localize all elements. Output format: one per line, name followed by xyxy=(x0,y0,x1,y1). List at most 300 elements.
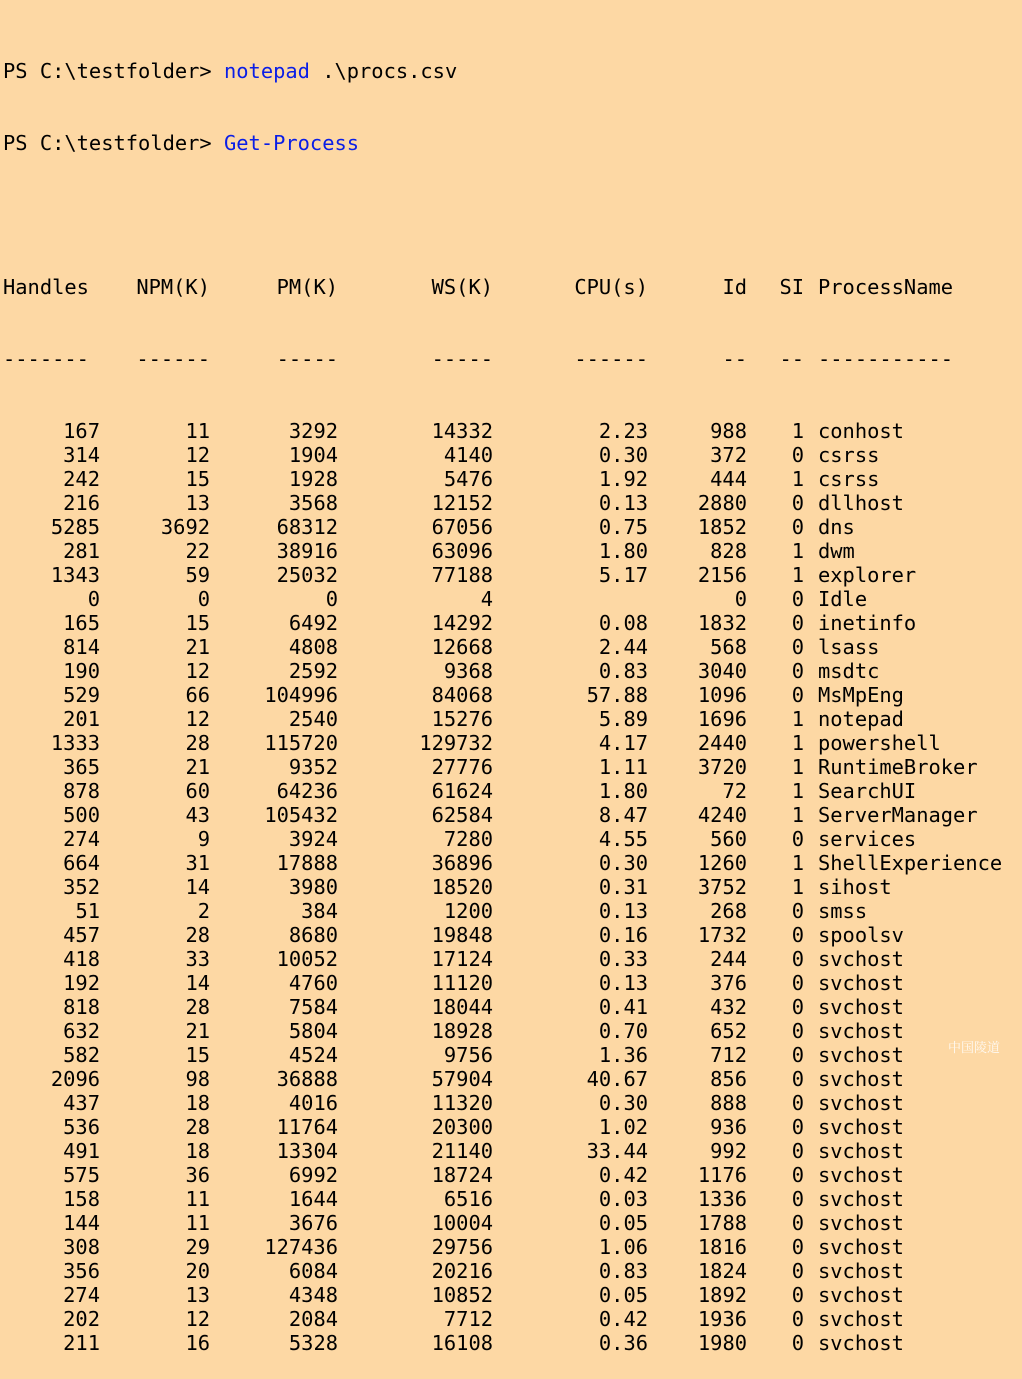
table-row xyxy=(3,1043,1002,1067)
cell-cpu: 1.36 xyxy=(598,1043,648,1067)
cell-handles: 202 xyxy=(63,1307,100,1331)
cell-handles: 167 xyxy=(63,419,100,443)
cell-processname: dwm xyxy=(818,539,855,563)
table-row xyxy=(3,923,1002,947)
cell-ws: 9756 xyxy=(443,1043,493,1067)
cell-processname: inetinfo xyxy=(818,611,917,635)
cell-npm: 21 xyxy=(185,635,210,659)
table-row xyxy=(3,1115,1002,1139)
cell-ws: 57904 xyxy=(431,1067,493,1091)
cell-pm: 17888 xyxy=(276,851,338,875)
cell-si: 0 xyxy=(791,1187,804,1211)
cell-handles: 144 xyxy=(63,1211,100,1235)
table-header-underline xyxy=(3,347,1002,371)
cell-id: 268 xyxy=(710,899,747,923)
table-row xyxy=(3,1211,1002,1235)
command-name: Get-Process xyxy=(223,131,360,155)
cell-si: 1 xyxy=(791,707,804,731)
cell-processname: ServerManager xyxy=(818,803,978,827)
cell-ws: 17124 xyxy=(431,947,493,971)
cell-npm: 22 xyxy=(185,539,210,563)
cell-si: 0 xyxy=(791,995,804,1019)
cell-si: 0 xyxy=(791,1043,804,1067)
cell-id: 1696 xyxy=(697,707,747,731)
cell-npm: 14 xyxy=(185,971,210,995)
cell-cpu: 0.41 xyxy=(598,995,648,1019)
cell-npm: 36 xyxy=(185,1163,210,1187)
cell-handles: 5285 xyxy=(50,515,100,539)
cell-ws: 61624 xyxy=(431,779,493,803)
cell-cpu: 8.47 xyxy=(598,803,648,827)
table-row xyxy=(3,827,1002,851)
cell-handles: 281 xyxy=(63,539,100,563)
table-row xyxy=(3,563,1002,587)
cell-si: 0 xyxy=(791,1211,804,1235)
table-row xyxy=(3,635,1002,659)
prompt-line xyxy=(3,59,1002,83)
cell-npm: 0 xyxy=(197,587,210,611)
cell-pm: 104996 xyxy=(264,683,338,707)
cell-si: 0 xyxy=(791,947,804,971)
cell-cpu: 1.02 xyxy=(598,1115,648,1139)
cell-cpu: 0.70 xyxy=(598,1019,648,1043)
cell-handles: 274 xyxy=(63,1283,100,1307)
cell-cpu: 4.55 xyxy=(598,827,648,851)
cell-cpu: 0.16 xyxy=(598,923,648,947)
cell-handles: 314 xyxy=(63,443,100,467)
cell-npm: 11 xyxy=(185,419,210,443)
cell-ws: 12152 xyxy=(431,491,493,515)
cell-ws: 10004 xyxy=(431,1211,493,1235)
cell-si: 0 xyxy=(791,1259,804,1283)
cell-id: 432 xyxy=(710,995,747,1019)
cell-pm: 3924 xyxy=(288,827,338,851)
cell-cpu: 0.30 xyxy=(598,443,648,467)
cell-npm: 33 xyxy=(185,947,210,971)
table-row xyxy=(3,755,1002,779)
cell-processname: services xyxy=(818,827,917,851)
cell-npm: 15 xyxy=(185,1043,210,1067)
cell-processname: svchost xyxy=(818,1331,904,1355)
table-row xyxy=(3,779,1002,803)
underline-cpu: ------ xyxy=(574,347,648,371)
cell-handles: 201 xyxy=(63,707,100,731)
cell-id: 1732 xyxy=(697,923,747,947)
cell-si: 0 xyxy=(791,443,804,467)
cell-handles: 192 xyxy=(63,971,100,995)
cell-pm: 2084 xyxy=(288,1307,338,1331)
cell-si: 0 xyxy=(791,1331,804,1355)
cell-ws: 77188 xyxy=(431,563,493,587)
cell-ws: 12668 xyxy=(431,635,493,659)
cell-cpu: 5.17 xyxy=(598,563,648,587)
cell-id: 372 xyxy=(710,443,747,467)
cell-pm: 4808 xyxy=(288,635,338,659)
cell-pm: 25032 xyxy=(276,563,338,587)
header-pm: PM(K) xyxy=(276,275,338,299)
cell-processname: dns xyxy=(818,515,855,539)
cell-si: 0 xyxy=(791,1235,804,1259)
cell-cpu: 0.05 xyxy=(598,1211,648,1235)
cell-handles: 664 xyxy=(63,851,100,875)
table-row xyxy=(3,851,1002,875)
cell-ws: 18044 xyxy=(431,995,493,1019)
cell-handles: 190 xyxy=(63,659,100,683)
cell-handles: 536 xyxy=(63,1115,100,1139)
cell-processname: svchost xyxy=(818,1091,904,1115)
cell-pm: 36888 xyxy=(276,1067,338,1091)
cell-cpu: 33.44 xyxy=(586,1139,648,1163)
cell-pm: 5804 xyxy=(288,1019,338,1043)
table-row xyxy=(3,899,1002,923)
cell-pm: 384 xyxy=(301,899,338,923)
cell-handles: 575 xyxy=(63,1163,100,1187)
cell-si: 0 xyxy=(791,683,804,707)
cell-processname: svchost xyxy=(818,1307,904,1331)
cell-id: 1892 xyxy=(697,1283,747,1307)
cell-si: 1 xyxy=(791,779,804,803)
cell-pm: 0 xyxy=(325,587,338,611)
underline-id: -- xyxy=(722,347,747,371)
cell-handles: 418 xyxy=(63,947,100,971)
table-row xyxy=(3,875,1002,899)
cell-cpu: 2.23 xyxy=(598,419,648,443)
cell-ws: 18520 xyxy=(431,875,493,899)
cell-cpu: 0.83 xyxy=(598,659,648,683)
cell-handles: 51 xyxy=(75,899,100,923)
table-row xyxy=(3,491,1002,515)
cell-pm: 64236 xyxy=(276,779,338,803)
underline-si: -- xyxy=(779,347,804,371)
cell-id: 936 xyxy=(710,1115,747,1139)
cell-si: 0 xyxy=(791,923,804,947)
cell-pm: 4348 xyxy=(288,1283,338,1307)
cell-id: 1936 xyxy=(697,1307,747,1331)
cell-id: 992 xyxy=(710,1139,747,1163)
cell-si: 0 xyxy=(791,491,804,515)
header-processname: ProcessName xyxy=(818,275,954,299)
cell-npm: 15 xyxy=(185,611,210,635)
cell-npm: 29 xyxy=(185,1235,210,1259)
cell-npm: 16 xyxy=(185,1331,210,1355)
cell-ws: 4140 xyxy=(443,443,493,467)
cell-pm: 4760 xyxy=(288,971,338,995)
cell-si: 0 xyxy=(791,827,804,851)
cell-pm: 6992 xyxy=(288,1163,338,1187)
cell-handles: 529 xyxy=(63,683,100,707)
cell-si: 1 xyxy=(791,803,804,827)
cell-pm: 2540 xyxy=(288,707,338,731)
cell-si: 0 xyxy=(791,1115,804,1139)
cell-ws: 27776 xyxy=(431,755,493,779)
cell-cpu: 0.13 xyxy=(598,899,648,923)
prompt-text: PS C:\testfolder> xyxy=(3,131,224,155)
cell-processname: powershell xyxy=(818,731,941,755)
cell-pm: 68312 xyxy=(276,515,338,539)
cell-pm: 8680 xyxy=(288,923,338,947)
cell-processname: sihost xyxy=(818,875,892,899)
cell-cpu: 0.31 xyxy=(598,875,648,899)
cell-si: 0 xyxy=(791,1019,804,1043)
cell-si: 1 xyxy=(791,563,804,587)
cell-ws: 15276 xyxy=(431,707,493,731)
powershell-console[interactable] xyxy=(3,11,1002,1379)
cell-processname: svchost xyxy=(818,995,904,1019)
cell-cpu: 0.03 xyxy=(598,1187,648,1211)
cell-processname: svchost xyxy=(818,1283,904,1307)
cell-handles: 814 xyxy=(63,635,100,659)
table-row xyxy=(3,731,1002,755)
cell-processname: svchost xyxy=(818,1259,904,1283)
cell-id: 3720 xyxy=(697,755,747,779)
table-row xyxy=(3,971,1002,995)
cell-pm: 13304 xyxy=(276,1139,338,1163)
cell-npm: 98 xyxy=(185,1067,210,1091)
cell-ws: 14292 xyxy=(431,611,493,635)
cell-cpu: 0.42 xyxy=(598,1307,648,1331)
cell-pm: 7584 xyxy=(288,995,338,1019)
cell-npm: 3692 xyxy=(160,515,210,539)
cell-id: 988 xyxy=(710,419,747,443)
cell-npm: 12 xyxy=(185,659,210,683)
cell-processname: svchost xyxy=(818,1187,904,1211)
cell-id: 244 xyxy=(710,947,747,971)
cell-si: 1 xyxy=(791,755,804,779)
cell-id: 1852 xyxy=(697,515,747,539)
cell-handles: 491 xyxy=(63,1139,100,1163)
cell-id: 4240 xyxy=(697,803,747,827)
table-row xyxy=(3,1163,1002,1187)
cell-id: 1096 xyxy=(697,683,747,707)
cell-pm: 10052 xyxy=(276,947,338,971)
cell-ws: 63096 xyxy=(431,539,493,563)
cell-processname: smss xyxy=(818,899,868,923)
cell-npm: 31 xyxy=(185,851,210,875)
table-row xyxy=(3,1091,1002,1115)
cell-ws: 62584 xyxy=(431,803,493,827)
cell-handles: 0 xyxy=(87,587,100,611)
cell-npm: 28 xyxy=(185,995,210,1019)
cell-ws: 18724 xyxy=(431,1163,493,1187)
underline-npm: ------ xyxy=(136,347,210,371)
table-row xyxy=(3,539,1002,563)
cell-processname: svchost xyxy=(818,947,904,971)
cell-pm: 105432 xyxy=(264,803,338,827)
cell-cpu: 0.13 xyxy=(598,491,648,515)
cell-ws: 36896 xyxy=(431,851,493,875)
underline-pm: ----- xyxy=(276,347,338,371)
underline-handles: ------- xyxy=(3,347,89,371)
command-args: .\procs.csv xyxy=(309,59,458,83)
cell-id: 856 xyxy=(710,1067,747,1091)
cell-ws: 18928 xyxy=(431,1019,493,1043)
cell-id: 2440 xyxy=(697,731,747,755)
cell-id: 1816 xyxy=(697,1235,747,1259)
cell-handles: 365 xyxy=(63,755,100,779)
cell-processname: svchost xyxy=(818,1235,904,1259)
cell-ws: 1200 xyxy=(443,899,493,923)
cell-npm: 59 xyxy=(185,563,210,587)
table-row xyxy=(3,1019,1002,1043)
underline-processname: ----------- xyxy=(818,347,954,371)
cell-cpu: 4.17 xyxy=(598,731,648,755)
cell-si: 0 xyxy=(791,1067,804,1091)
cell-id: 1788 xyxy=(697,1211,747,1235)
cell-si: 0 xyxy=(791,659,804,683)
cell-ws: 129732 xyxy=(419,731,493,755)
cell-id: 560 xyxy=(710,827,747,851)
cell-processname: msdtc xyxy=(818,659,880,683)
cell-ws: 6516 xyxy=(443,1187,493,1211)
cell-npm: 13 xyxy=(185,491,210,515)
cell-ws: 84068 xyxy=(431,683,493,707)
cell-handles: 352 xyxy=(63,875,100,899)
header-id: Id xyxy=(722,275,747,299)
cell-cpu: 0.83 xyxy=(598,1259,648,1283)
cell-pm: 3292 xyxy=(288,419,338,443)
cell-ws: 67056 xyxy=(431,515,493,539)
cell-ws: 5476 xyxy=(443,467,493,491)
cell-processname: svchost xyxy=(818,1019,904,1043)
cell-npm: 28 xyxy=(185,1115,210,1139)
cell-pm: 127436 xyxy=(264,1235,338,1259)
cell-ws: 29756 xyxy=(431,1235,493,1259)
cell-id: 1176 xyxy=(697,1163,747,1187)
cell-cpu: 1.06 xyxy=(598,1235,648,1259)
cell-pm: 4016 xyxy=(288,1091,338,1115)
cell-si: 1 xyxy=(791,467,804,491)
cell-id: 828 xyxy=(710,539,747,563)
cell-pm: 1904 xyxy=(288,443,338,467)
cell-handles: 1333 xyxy=(50,731,100,755)
table-row xyxy=(3,659,1002,683)
prompt-line xyxy=(3,131,1002,155)
cell-ws: 9368 xyxy=(443,659,493,683)
cell-handles: 2096 xyxy=(50,1067,100,1091)
blank-line xyxy=(3,203,1002,227)
cell-npm: 60 xyxy=(185,779,210,803)
cell-processname: svchost xyxy=(818,1043,904,1067)
cell-si: 1 xyxy=(791,419,804,443)
cell-pm: 1644 xyxy=(288,1187,338,1211)
cell-npm: 13 xyxy=(185,1283,210,1307)
table-row xyxy=(3,707,1002,731)
cell-cpu: 2.44 xyxy=(598,635,648,659)
cell-si: 0 xyxy=(791,1307,804,1331)
cell-cpu: 40.67 xyxy=(586,1067,648,1091)
table-row xyxy=(3,995,1002,1019)
cell-id: 568 xyxy=(710,635,747,659)
cell-pm: 3980 xyxy=(288,875,338,899)
cell-id: 3752 xyxy=(697,875,747,899)
cell-id: 1832 xyxy=(697,611,747,635)
cell-si: 0 xyxy=(791,515,804,539)
cell-pm: 3676 xyxy=(288,1211,338,1235)
table-row xyxy=(3,467,1002,491)
cell-cpu: 0.05 xyxy=(598,1283,648,1307)
cell-handles: 308 xyxy=(63,1235,100,1259)
cell-cpu: 0.13 xyxy=(598,971,648,995)
cell-ws: 11320 xyxy=(431,1091,493,1115)
cell-handles: 356 xyxy=(63,1259,100,1283)
cell-cpu: 0.75 xyxy=(598,515,648,539)
cell-id: 1824 xyxy=(697,1259,747,1283)
underline-ws: ----- xyxy=(431,347,493,371)
table-row xyxy=(3,1331,1002,1355)
cell-pm: 11764 xyxy=(276,1115,338,1139)
cell-cpu: 0.30 xyxy=(598,1091,648,1115)
cell-si: 0 xyxy=(791,587,804,611)
cell-cpu: 0.33 xyxy=(598,947,648,971)
cell-processname: lsass xyxy=(818,635,880,659)
cell-ws: 20300 xyxy=(431,1115,493,1139)
table-row xyxy=(3,611,1002,635)
table-row xyxy=(3,587,1002,611)
cell-pm: 2592 xyxy=(288,659,338,683)
cell-npm: 21 xyxy=(185,1019,210,1043)
cell-id: 376 xyxy=(710,971,747,995)
table-row xyxy=(3,1283,1002,1307)
cell-ws: 14332 xyxy=(431,419,493,443)
cell-id: 444 xyxy=(710,467,747,491)
cell-npm: 66 xyxy=(185,683,210,707)
cell-cpu: 0.08 xyxy=(598,611,648,635)
cell-cpu: 0.36 xyxy=(598,1331,648,1355)
cell-npm: 15 xyxy=(185,467,210,491)
table-row xyxy=(3,1307,1002,1331)
cell-processname: Idle xyxy=(818,587,868,611)
cell-pm: 38916 xyxy=(276,539,338,563)
cell-npm: 28 xyxy=(185,923,210,947)
cell-si: 1 xyxy=(791,875,804,899)
cell-ws: 7712 xyxy=(443,1307,493,1331)
cell-pm: 4524 xyxy=(288,1043,338,1067)
cell-handles: 211 xyxy=(63,1331,100,1355)
cell-npm: 14 xyxy=(185,875,210,899)
cell-handles: 457 xyxy=(63,923,100,947)
table-row xyxy=(3,683,1002,707)
table-row xyxy=(3,947,1002,971)
cell-handles: 158 xyxy=(63,1187,100,1211)
cell-ws: 20216 xyxy=(431,1259,493,1283)
header-si: SI xyxy=(779,275,804,299)
cell-cpu: 0.30 xyxy=(598,851,648,875)
cell-handles: 500 xyxy=(63,803,100,827)
cell-npm: 20 xyxy=(185,1259,210,1283)
cell-id: 0 xyxy=(734,587,747,611)
cell-handles: 878 xyxy=(63,779,100,803)
process-table-body xyxy=(3,419,1002,1355)
cell-npm: 28 xyxy=(185,731,210,755)
cell-npm: 11 xyxy=(185,1187,210,1211)
cell-npm: 21 xyxy=(185,755,210,779)
prompt-text: PS C:\testfolder> xyxy=(3,59,224,83)
cell-handles: 165 xyxy=(63,611,100,635)
cell-id: 72 xyxy=(722,779,747,803)
cell-pm: 3568 xyxy=(288,491,338,515)
cell-si: 1 xyxy=(791,539,804,563)
cell-handles: 818 xyxy=(63,995,100,1019)
cell-id: 3040 xyxy=(697,659,747,683)
table-row xyxy=(3,443,1002,467)
cell-npm: 12 xyxy=(185,1307,210,1331)
cell-ws: 11120 xyxy=(431,971,493,995)
cell-handles: 632 xyxy=(63,1019,100,1043)
cell-cpu: 1.80 xyxy=(598,539,648,563)
cell-cpu: 5.89 xyxy=(598,707,648,731)
cell-processname: svchost xyxy=(818,1139,904,1163)
cell-pm: 115720 xyxy=(264,731,338,755)
